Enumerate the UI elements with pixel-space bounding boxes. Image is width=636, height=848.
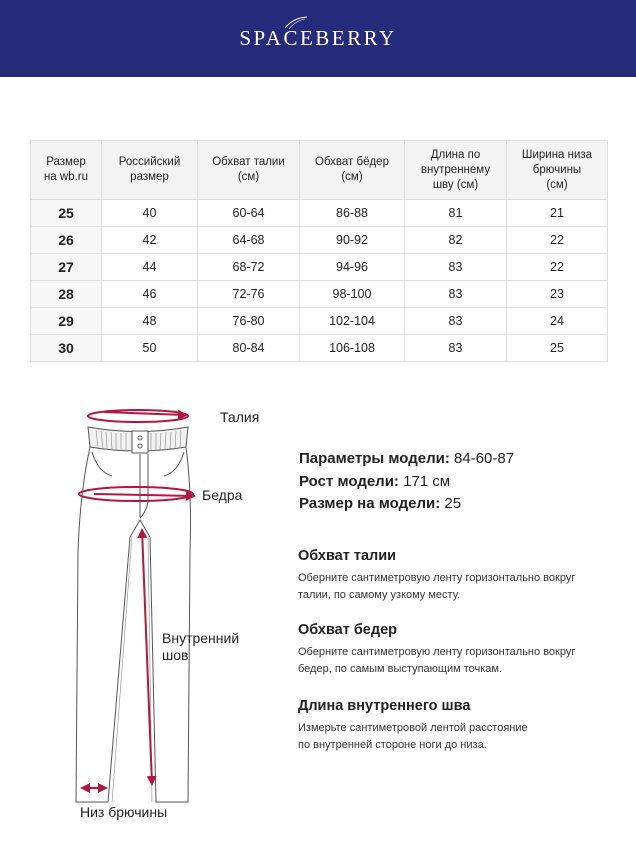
size-chart-header-row [31,141,608,200]
inseam-instruction-title: Длина внутреннего шва [298,698,471,714]
table-cell: 83 [405,308,507,335]
wb-size-cell: 28 [31,281,102,308]
model-height-label: Рост модели: [299,472,399,490]
brand-logo [239,26,396,51]
table-cell: 83 [405,254,507,281]
hem-label: Низ брючины [80,804,168,820]
hips-instruction-title: Обхват бедер [298,622,398,638]
waist-label: Талия [220,409,260,425]
table-cell: 98-100 [300,281,405,308]
wb-size-cell: 30 [31,335,102,362]
table-cell: 25 [507,335,608,362]
table-row [31,335,608,362]
table-cell: 81 [405,200,507,227]
inseam-instruction [298,698,618,753]
jeans-illustration [68,402,278,822]
column-header: Длина по внутреннему шву (см) [405,141,507,200]
waist-instruction-title: Обхват талии [298,548,397,564]
model-params-value: 84-60-87 [454,450,515,467]
model-size-label: Размер на модели: [299,495,441,512]
table-cell: 76-80 [198,308,300,335]
waist-instruction [298,548,618,603]
table-cell: 44 [102,254,198,281]
table-cell: 46 [102,281,198,308]
table-cell: 68-72 [198,254,300,281]
table-cell: 50 [102,335,198,362]
wb-size-cell: 26 [31,227,102,254]
table-row [31,254,608,281]
model-params-label: Параметры модели: [299,450,450,467]
column-header: Ширина низа брючины (см) [507,141,608,200]
table-cell: 60-64 [198,200,300,227]
table-cell: 83 [405,335,507,362]
table-cell: 64-68 [198,227,300,254]
logo-swoosh-icon [283,16,309,30]
inseam-label: Внутренний шов [162,630,240,663]
brand-name: SPACEBERRY [239,26,397,50]
column-header: Российский размер [102,141,198,200]
table-row [31,308,608,335]
model-height-line [299,471,514,494]
table-cell: 80-84 [198,335,300,362]
table-cell: 23 [507,281,608,308]
hips-instruction-text: Оберните сантиметровую ленту горизонтально вокруг бедер, по самым выступающим точкам. [298,646,576,675]
table-cell: 102-104 [300,308,405,335]
table-cell: 40 [102,200,198,227]
table-cell: 83 [405,281,507,308]
table-cell: 106-108 [300,335,405,362]
model-size-line [299,493,514,516]
column-header: Обхват талии (см) [198,141,300,200]
table-cell: 21 [507,200,608,227]
jeans-diagram [68,402,278,822]
table-cell: 22 [507,227,608,254]
table-cell: 22 [507,254,608,281]
wb-size-cell: 25 [31,200,102,227]
table-row [31,281,608,308]
table-row [31,200,608,227]
table-row [31,227,608,254]
size-chart-table [30,140,608,362]
waist-instruction-text: Оберните сантиметровую ленту горизонтально вокруг талии, по самому узкому месту. [298,572,576,601]
model-params-line [299,448,514,471]
wb-size-cell: 29 [31,308,102,335]
model-size-value: 25 [444,495,462,512]
table-cell: 90-92 [300,227,405,254]
column-header: Размер на wb.ru [31,141,102,200]
brand-header [0,0,636,77]
inseam-instruction-text: Измерьте сантиметровой лентой расстояние по внутренней стороне ноги до низа. [298,722,528,751]
column-header: Обхват бёдер (см) [300,141,405,200]
table-cell: 48 [102,308,198,335]
hips-instruction [298,622,618,677]
table-cell: 72-76 [198,281,300,308]
table-cell: 82 [405,227,507,254]
wb-size-cell: 27 [31,254,102,281]
table-cell: 24 [507,308,608,335]
table-cell: 86-88 [300,200,405,227]
table-cell: 94-96 [300,254,405,281]
table-cell: 42 [102,227,198,254]
model-height-value: 171 см [403,472,451,490]
hips-label: Бедра [202,487,243,503]
model-parameters [299,448,514,516]
